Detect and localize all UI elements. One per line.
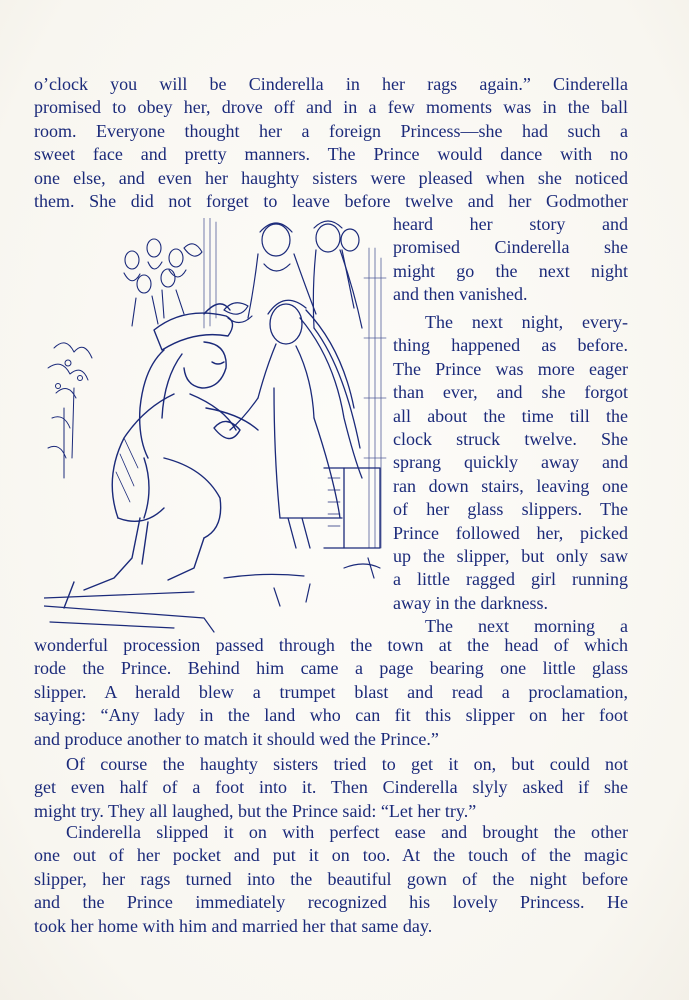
text-line: took her home with him and married her that same day. <box>34 915 433 936</box>
text-line: sprang quickly away and <box>393 452 628 473</box>
text-line: heard her story and <box>393 214 628 234</box>
bottom-paragraph-2 <box>34 753 628 823</box>
side-paragraph-2 <box>393 311 628 638</box>
side-paragraph-1 <box>393 213 628 307</box>
text-line: sweet face and pretty manners. The Prince would dance with no <box>34 144 628 165</box>
top-paragraph <box>34 73 628 213</box>
text-line: Prince followed her, picked <box>393 522 628 543</box>
text-line: room. Everyone thought her a foreign Princess—she had such a <box>34 120 628 141</box>
text-line: might try. They all laughed, but the Prince said: “Let her try.” <box>34 800 477 821</box>
text-line: promised Cinderella she <box>393 237 628 258</box>
text-line: slipper, her rags turned into the beautiful gown of the night before <box>34 868 628 889</box>
text-line: might go the next night <box>393 260 628 281</box>
text-line: Of course the haughty sisters tried to get it on, but could not <box>66 754 628 774</box>
text-line: The Prince was more eager <box>393 358 628 379</box>
text-line: promised to obey her, drove off and in a few moments was in the ball <box>34 97 628 118</box>
text-line: of her glass slippers. The <box>393 499 628 520</box>
text-line: and then vanished. <box>393 284 528 305</box>
text-line: and the Prince immediately recognized his lovely Princess. He <box>34 892 628 913</box>
text-line: get even half of a foot into it. Then Cinderella slyly asked if she <box>34 777 628 798</box>
text-line: away in the darkness. <box>393 592 548 613</box>
text-line: all about the time till the <box>393 405 628 426</box>
text-line: thing happened as before. <box>393 335 628 356</box>
text-line: up the slipper, but only saw <box>393 545 628 566</box>
bottom-paragraph-1 <box>34 634 628 751</box>
text-line: rode the Prince. Behind him came a page bearing one little glass <box>34 658 628 679</box>
text-line: them. She did not forget to leave before twelve and her Godmother <box>34 190 628 211</box>
text-line: The next night, every- <box>425 312 628 332</box>
text-line: a little ragged girl running <box>393 569 628 590</box>
text-line: clock struck twelve. She <box>393 428 628 449</box>
text-line: wonderful procession passed through the town at the head of which <box>34 635 628 655</box>
text-line: slipper. A herald blew a trumpet blast and read a proclamation, <box>34 681 628 702</box>
text-line: ran down stairs, leaving one <box>393 475 628 496</box>
cinderella-slipper-illustration <box>44 218 390 636</box>
text-line: one else, and even her haughty sisters were pleased when she noticed <box>34 167 628 188</box>
text-line: o’clock you will be Cinderella in her rags again.” Cinderella <box>34 74 628 94</box>
text-line: than ever, and she forgot <box>393 382 628 403</box>
text-line: one out of her pocket and put it on too. At the touch of the magic <box>34 845 628 866</box>
text-line: and produce another to match it should wed the Prince.” <box>34 728 439 749</box>
text-line: saying: “Any lady in the land who can fit this slipper on her foot <box>34 705 628 726</box>
bottom-paragraph-3 <box>34 821 628 938</box>
text-line: The next morning a <box>425 616 628 637</box>
text-line: Cinderella slipped it on with perfect ease and brought the other <box>66 822 628 842</box>
